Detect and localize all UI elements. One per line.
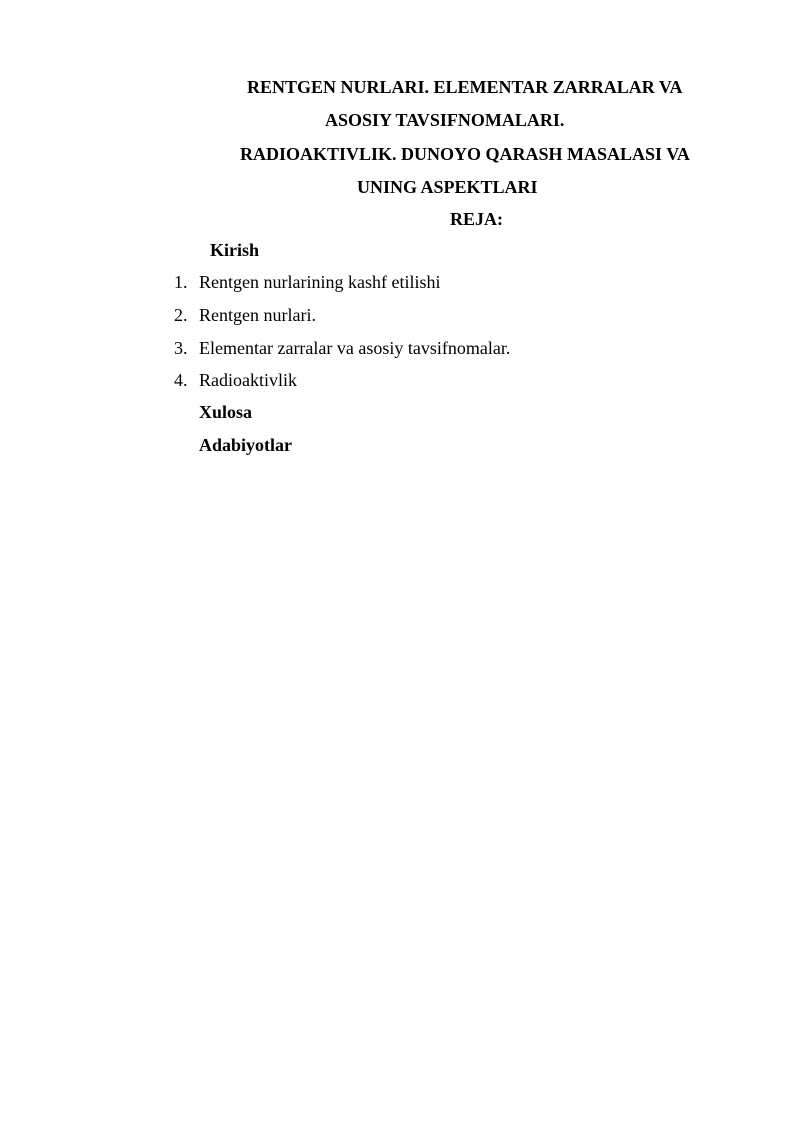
list-item-text: Elementar zarralar va asosiy tavsifnomalar. bbox=[199, 338, 511, 358]
intro-heading: Kirish bbox=[210, 240, 260, 260]
list-item-number: 4. bbox=[174, 370, 188, 390]
list-item-text: Radioaktivlik bbox=[199, 370, 297, 390]
list-item-number: 1. bbox=[174, 272, 188, 292]
title-line-4: UNING ASPEKTLARI bbox=[357, 177, 538, 197]
list-item-number: 2. bbox=[174, 305, 188, 325]
title-line-2: ASOSIY TAVSIFNOMALARI. bbox=[325, 110, 565, 130]
plan-heading: REJA: bbox=[450, 209, 503, 229]
list-item-text: Rentgen nurlari. bbox=[199, 305, 316, 325]
list-item-number: 3. bbox=[174, 338, 188, 358]
title-line-3: RADIOAKTIVLIK. DUNOYO QARASH MASALASI VA bbox=[240, 144, 690, 164]
conclusion-heading: Xulosa bbox=[199, 402, 253, 422]
list-item-text: Rentgen nurlarining kashf etilishi bbox=[199, 272, 441, 292]
references-heading: Adabiyotlar bbox=[199, 435, 293, 455]
title-line-1: RENTGEN NURLARI. ELEMENTAR ZARRALAR VA bbox=[247, 77, 683, 97]
